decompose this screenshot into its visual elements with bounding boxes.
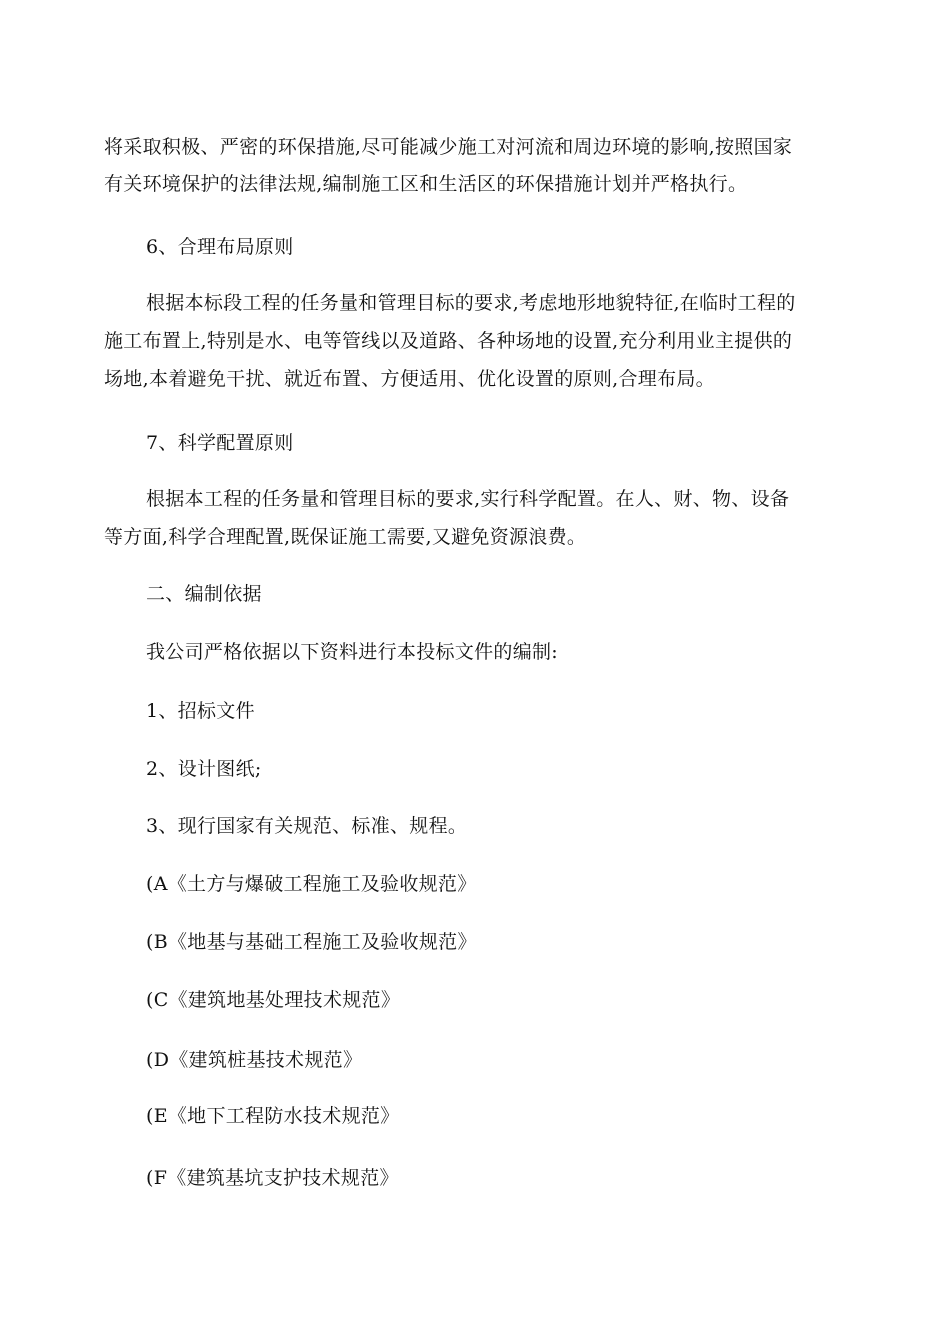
section-heading-7: 7、科学配置原则: [146, 432, 294, 454]
section-heading-6: 6、合理布局原则: [146, 236, 294, 258]
paragraph-line: 我公司严格依据以下资料进行本投标文件的编制:: [146, 641, 559, 663]
standard-item: (F《建筑基坑支护技术规范》: [146, 1167, 399, 1189]
list-item: 3、现行国家有关规范、标准、规程。: [146, 815, 468, 837]
standard-item: (C《建筑地基处理技术规范》: [146, 989, 401, 1011]
list-item: 2、设计图纸;: [146, 758, 262, 780]
paragraph-line: 等方面,科学合理配置,既保证施工需要,又避免资源浪费。: [104, 526, 587, 548]
paragraph-line: 有关环境保护的法律法规,编制施工区和生活区的环保措施计划并严格执行。: [104, 173, 748, 195]
list-item: 1、招标文件: [146, 700, 255, 722]
standard-item: (E《地下工程防水技术规范》: [146, 1105, 400, 1127]
paragraph-line: 施工布置上,特别是水、电等管线以及道路、各种场地的设置,充分利用业主提供的: [104, 330, 793, 352]
paragraph-line: 场地,本着避免干扰、就近布置、方便适用、优化设置的原则,合理布局。: [104, 368, 715, 390]
section-heading-2: 二、编制依据: [146, 583, 262, 605]
standard-item: (D《建筑桩基技术规范》: [146, 1049, 363, 1071]
paragraph-line: 根据本工程的任务量和管理目标的要求,实行科学配置。在人、财、物、设备: [146, 488, 790, 510]
paragraph-line: 将采取积极、严密的环保措施,尽可能减少施工对河流和周边环境的影响,按照国家: [104, 136, 793, 158]
standard-item: (A《土方与爆破工程施工及验收规范》: [146, 873, 477, 895]
paragraph-line: 根据本标段工程的任务量和管理目标的要求,考虑地形地貌特征,在临时工程的: [146, 292, 796, 314]
standard-item: (B《地基与基础工程施工及验收规范》: [146, 931, 477, 953]
